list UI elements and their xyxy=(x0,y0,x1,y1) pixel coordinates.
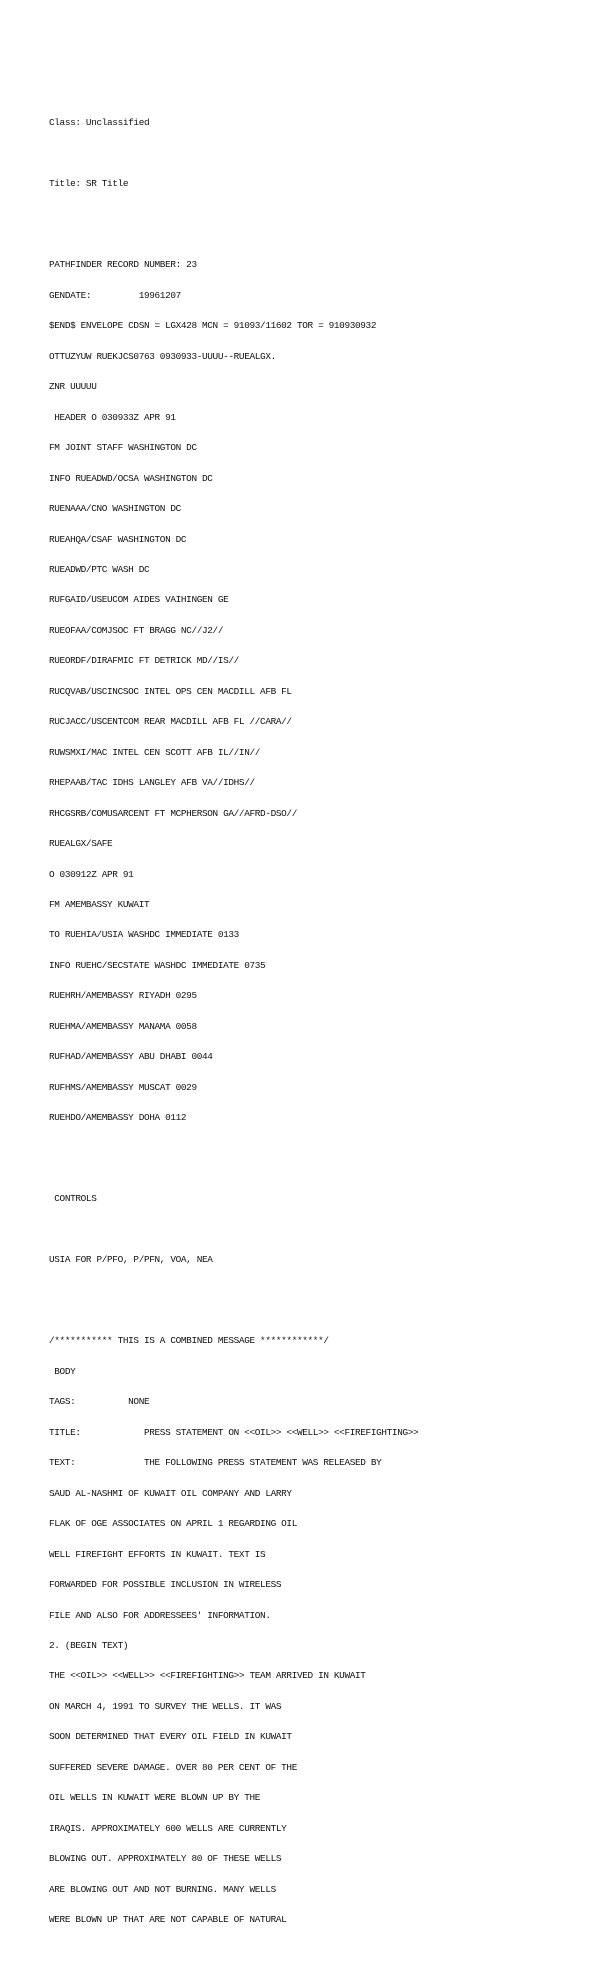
body-line: BODY xyxy=(49,1365,76,1377)
header-line: RUCJACC/USCENTCOM REAR MACDILL AFB FL //CARA// xyxy=(49,716,292,728)
header-line: RUFHAD/AMEMBASSY ABU DHABI 0044 xyxy=(49,1051,213,1063)
header-line: RHCGSRB/COMUSARCENT FT MCPHERSON GA//AFRD-DSO// xyxy=(49,807,297,819)
body-line: WERE BLOWN UP THAT ARE NOT CAPABLE OF NATURAL xyxy=(49,1914,287,1926)
header-line: RUEADWD/PTC WASH DC xyxy=(49,563,150,575)
message-header xyxy=(49,240,589,1143)
body-line: /*********** THIS IS A COMBINED MESSAGE ************/ xyxy=(49,1335,329,1347)
body-line: TITLE: PRESS STATEMENT ON <<OIL>> <<WELL>> <<FIREFIGHTING>> xyxy=(49,1426,419,1438)
header-line: RUCQVAB/USCINCSOC INTEL OPS CEN MACDILL AFB FL xyxy=(49,685,292,697)
header-line: HEADER O 030933Z APR 91 xyxy=(49,411,176,423)
header-line: FM AMEMBASSY KUWAIT xyxy=(49,898,150,910)
header-line: RUWSMXI/MAC INTEL CEN SCOTT AFB IL//IN// xyxy=(49,746,261,758)
body-line: SOON DETERMINED THAT EVERY OIL FIELD IN KUWAIT xyxy=(49,1731,292,1743)
header-line: RUENAAA/CNO WASHINGTON DC xyxy=(49,503,181,515)
body-line: FORWARDED FOR POSSIBLE INCLUSION IN WIRELESS xyxy=(49,1579,282,1591)
blank-line xyxy=(49,1164,589,1174)
header-line: INFO RUEHC/SECSTATE WASHDC IMMEDIATE 0735 xyxy=(49,959,266,971)
header-line: RUFHMS/AMEMBASSY MUSCAT 0029 xyxy=(49,1081,197,1093)
body-line: ARE BLOWING OUT AND NOT BURNING. MANY WELLS xyxy=(49,1883,276,1895)
header-line: RUEOFAA/COMJSOC FT BRAGG NC//J2// xyxy=(49,624,224,636)
header-line: PATHFINDER RECORD NUMBER: 23 xyxy=(49,259,197,271)
header-line: RHEPAAB/TAC IDHS LANGLEY AFB VA//IDHS// xyxy=(49,777,255,789)
classification-line: Class: Unclassified xyxy=(49,117,150,129)
body-line: BLOWING OUT. APPROXIMATELY 80 OF THESE WELLS xyxy=(49,1853,282,1865)
blank-line xyxy=(49,1225,589,1235)
header-line: TO RUEHIA/USIA WASHDC IMMEDIATE 0133 xyxy=(49,929,239,941)
header-line: $END$ ENVELOPE CDSN = LGX428 MCN = 91093/11602 TOR = 910930932 xyxy=(49,320,377,332)
header-line: GENDATE: 19961207 xyxy=(49,289,181,301)
header-line: RUFGAID/USEUCOM AIDES VAIHINGEN GE xyxy=(49,594,229,606)
body-line: ON MARCH 4, 1991 TO SURVEY THE WELLS. IT WAS xyxy=(49,1700,282,1712)
message-text xyxy=(49,98,589,1966)
body-line: WELL FIREFIGHT EFFORTS IN KUWAIT. TEXT IS xyxy=(49,1548,266,1560)
body-line: THE <<OIL>> <<WELL>> <<FIREFIGHTING>> TEAM ARRIVED IN KUWAIT xyxy=(49,1670,366,1682)
header-line: RUEHRH/AMEMBASSY RIYADH 0295 xyxy=(49,990,197,1002)
blank-line xyxy=(49,1286,589,1296)
body-line: TAGS: NONE xyxy=(49,1396,150,1408)
message-body xyxy=(49,1316,589,1945)
body-line: TEXT: THE FOLLOWING PRESS STATEMENT WAS RELEASED BY xyxy=(49,1457,382,1469)
body-line: FLAK OF OGE ASSOCIATES ON APRIL 1 REGARDING OIL xyxy=(49,1518,297,1530)
distribution-line: USIA FOR P/PFO, P/PFN, VOA, NEA xyxy=(49,1254,213,1266)
title-line: Title: SR Title xyxy=(49,178,129,190)
controls-line: CONTROLS xyxy=(49,1193,97,1205)
body-line: FILE AND ALSO FOR ADDRESSEES' INFORMATION. xyxy=(49,1609,271,1621)
header-line: RUEHDO/AMEMBASSY DOHA 0112 xyxy=(49,1112,187,1124)
header-line: ZNR UUUUU xyxy=(49,381,97,393)
body-line: SAUD AL-NASHMI OF KUWAIT OIL COMPANY AND LARRY xyxy=(49,1487,292,1499)
body-line: OIL WELLS IN KUWAIT WERE BLOWN UP BY THE xyxy=(49,1792,261,1804)
header-line: RUEORDF/DIRAFMIC FT DETRICK MD//IS// xyxy=(49,655,239,667)
body-line: SUFFERED SEVERE DAMAGE. OVER 80 PER CENT OF THE xyxy=(49,1761,297,1773)
body-line: IRAQIS. APPROXIMATELY 600 WELLS ARE CURRENTLY xyxy=(49,1822,287,1834)
header-line: RUEHMA/AMEMBASSY MANAMA 0058 xyxy=(49,1020,197,1032)
header-line: O 030912Z APR 91 xyxy=(49,868,134,880)
header-line: FM JOINT STAFF WASHINGTON DC xyxy=(49,442,197,454)
header-line: RUEALGX/SAFE xyxy=(49,838,113,850)
blank-line xyxy=(49,149,589,159)
blank-line xyxy=(49,210,589,220)
body-line: 2. (BEGIN TEXT) xyxy=(49,1640,129,1651)
header-line: OTTUZYUW RUEKJCS0763 0930933-UUUU--RUEALGX. xyxy=(49,350,276,362)
header-line: RUEAHQA/CSAF WASHINGTON DC xyxy=(49,533,187,545)
header-line: INFO RUEADWD/OCSA WASHINGTON DC xyxy=(49,472,213,484)
